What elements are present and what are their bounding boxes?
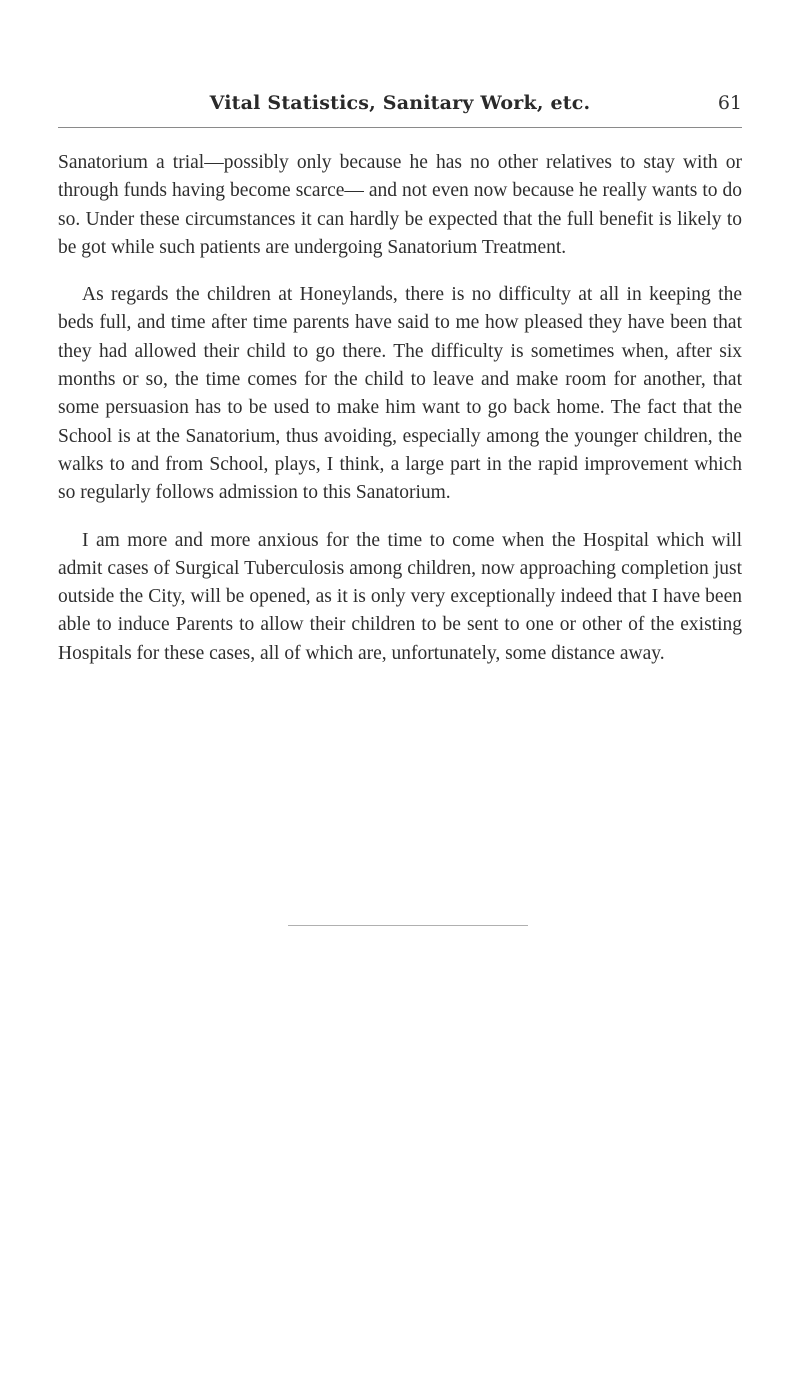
- end-divider: [288, 925, 528, 926]
- paragraph-3: I am more and more anxious for the time to come when the Hospital which will admit cases of Surgical Tuberculosis among children, now approaching completion just outside the City, will be opened, as it is only very exceptionally indeed that I have been able to induce Parents to allow their children to be sent to one or other of the existing Hospitals for these cases, all of which are, unfortunately, some distance away.: [58, 529, 742, 664]
- body-text: [58, 149, 742, 687]
- header-title: Vital Statistics, Sanitary Work, etc.: [209, 92, 591, 114]
- page-number: 61: [717, 92, 742, 114]
- running-header: [58, 92, 742, 122]
- paragraph-1: Sanatorium a trial—possibly only because he has no other relatives to stay with or through funds having become scarce— and not even now because he really wants to do so. Under these circumstances it can hardly be expected that the full benefit is likely to be got while such patients are undergoing Sanatorium Treatment.: [58, 152, 742, 258]
- header-divider: [58, 127, 742, 128]
- paragraph-2: As regards the children at Honeylands, there is no difficulty at all in keeping the beds full, and time after time parents have said to me how pleased they have been that they had allowed their child to go there. The difficulty is sometimes when, after six months or so, the time comes for the child to leave and make room for another, that some persuasion has to be used to make him want to go back home. The fact that the School is at the Sanatorium, thus avoiding, especially among the younger children, the walks to and from School, plays, I think, a large part in the rapid improvement which so regularly follows admission to this Sanatorium.: [58, 284, 742, 504]
